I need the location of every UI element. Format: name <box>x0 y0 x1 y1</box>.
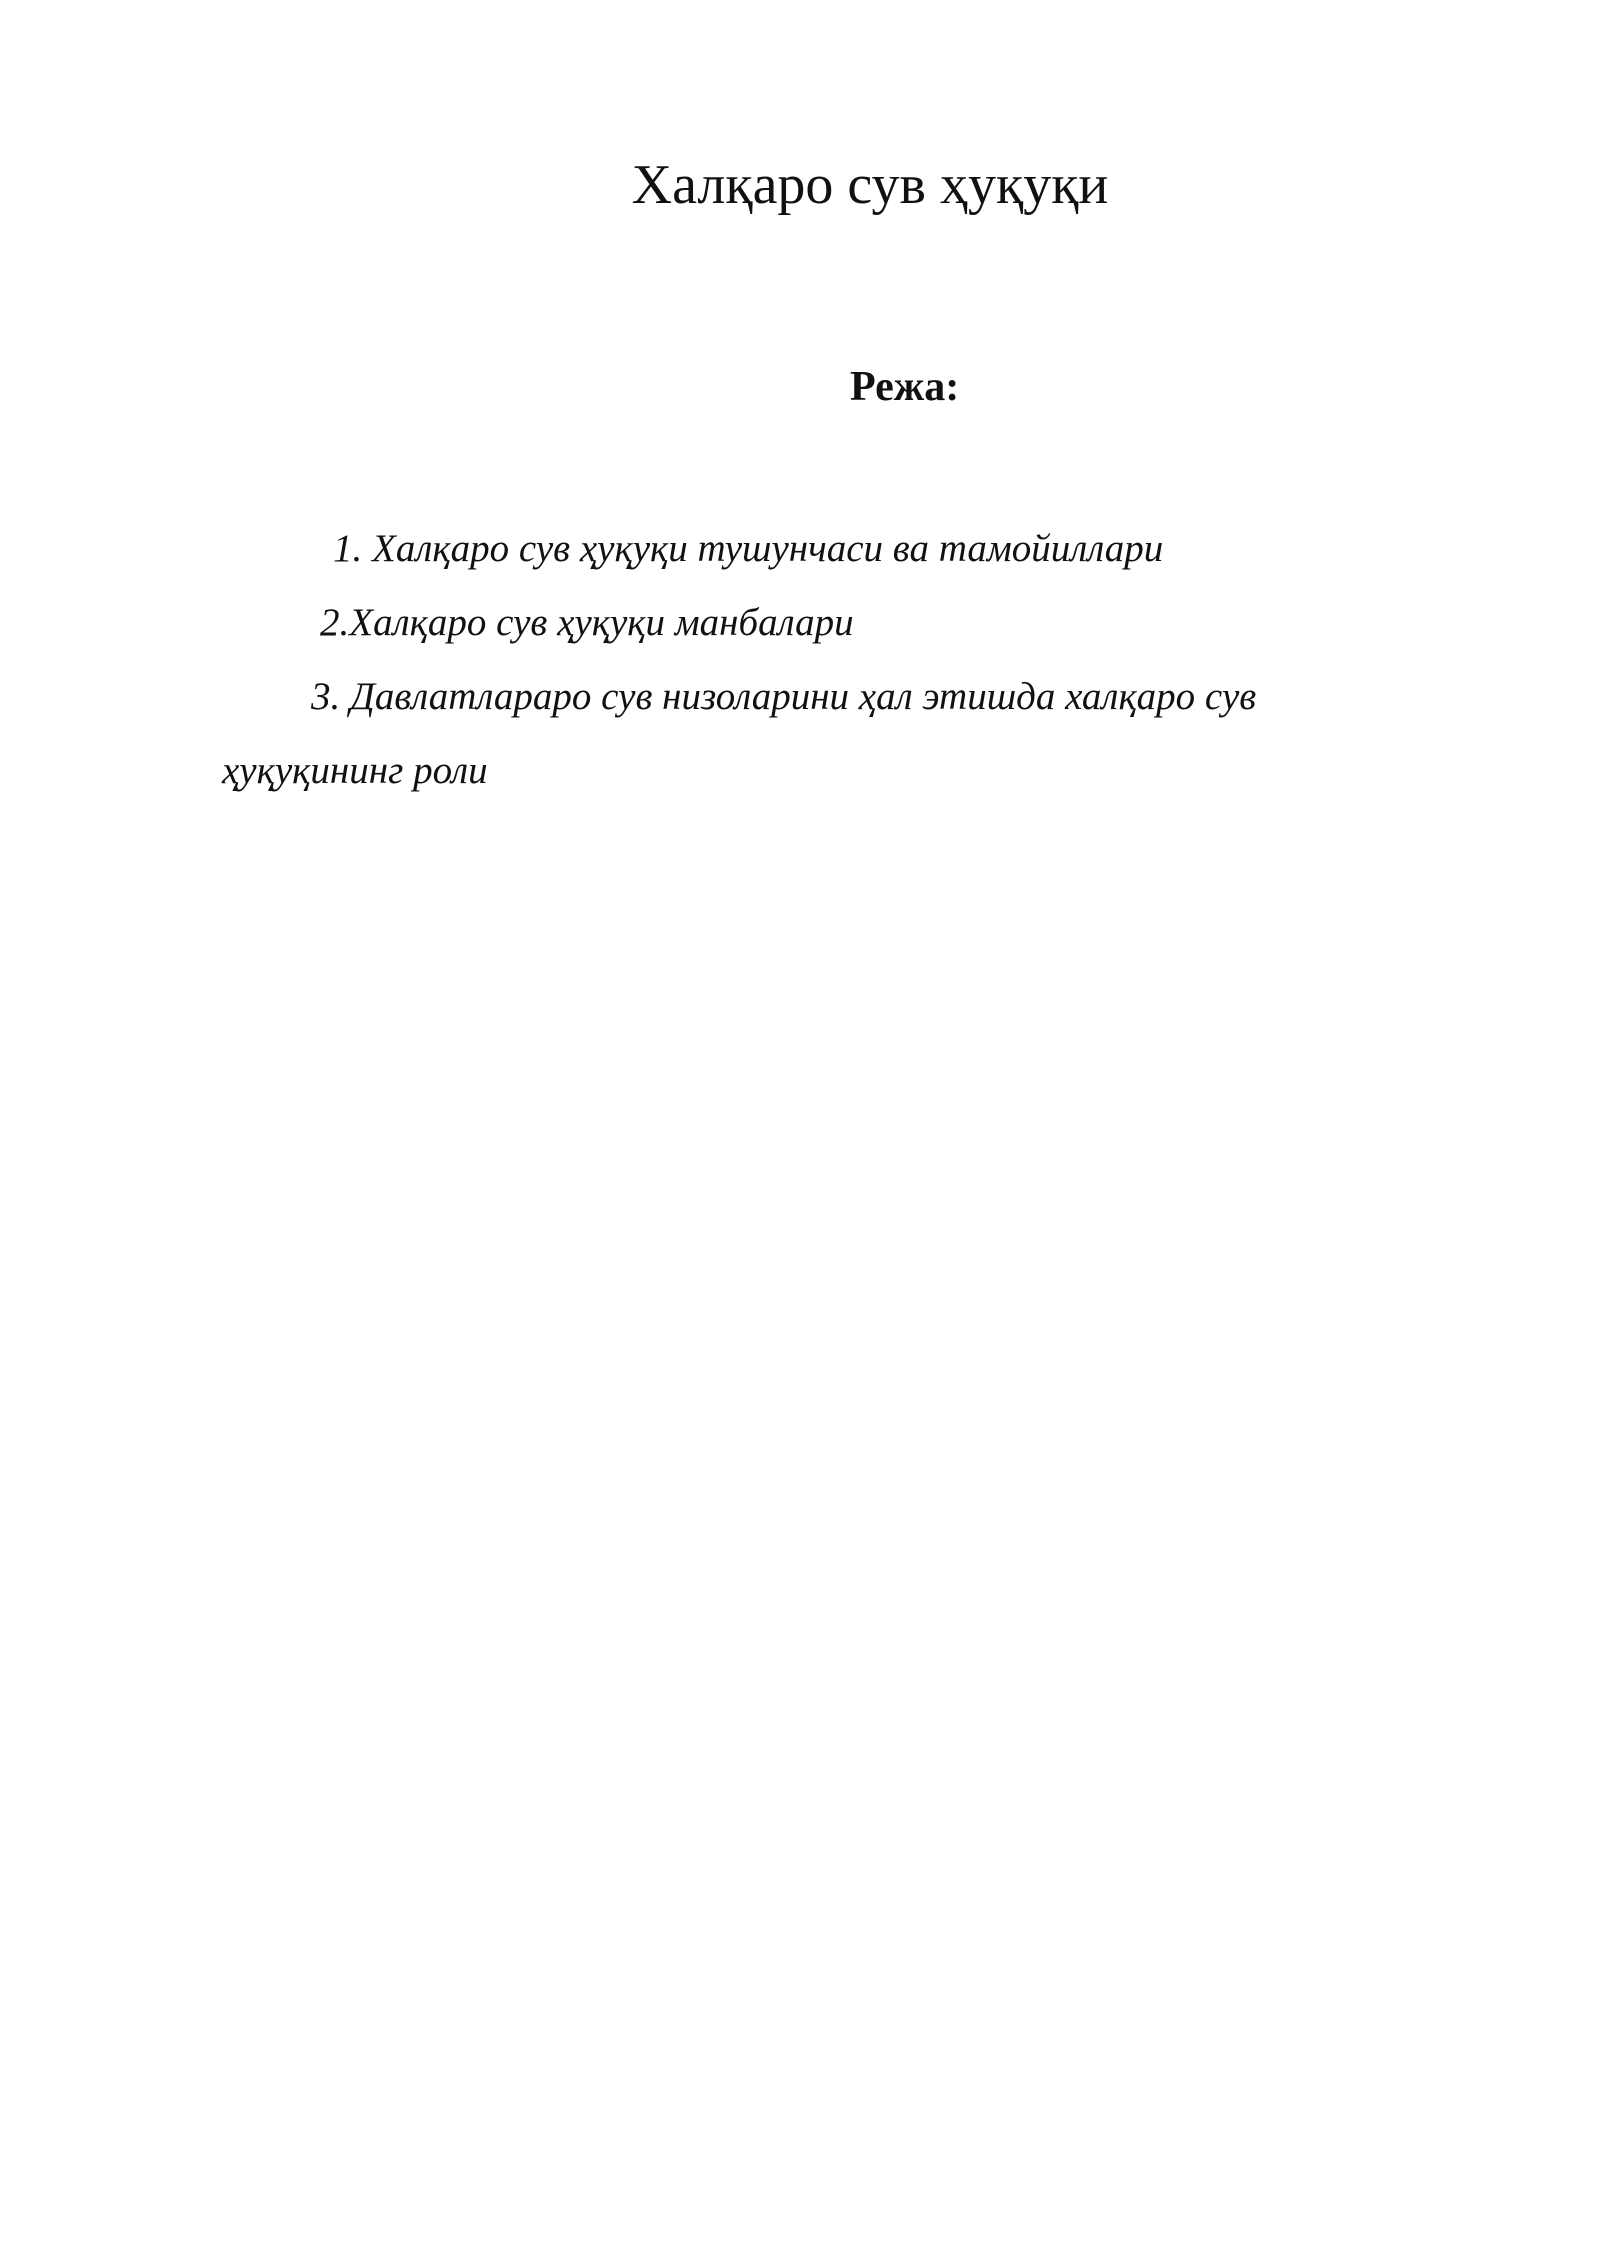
plan-item-3: 3. Давлатлараро сув низоларини ҳал этишда халқаро сув <box>311 675 1257 718</box>
document-title: Халқаро сув ҳуқуқи <box>631 154 1109 216</box>
plan-item-2: 2.Халқаро сув ҳуқуқи манбалари <box>320 601 854 644</box>
plan-item-3-continuation: ҳуқуқининг роли <box>222 749 488 792</box>
plan-item-1: 1. Халқаро сув ҳуқуқи тушунчаси ва тамойиллари <box>333 527 1164 570</box>
plan-heading: Режа: <box>850 364 960 410</box>
